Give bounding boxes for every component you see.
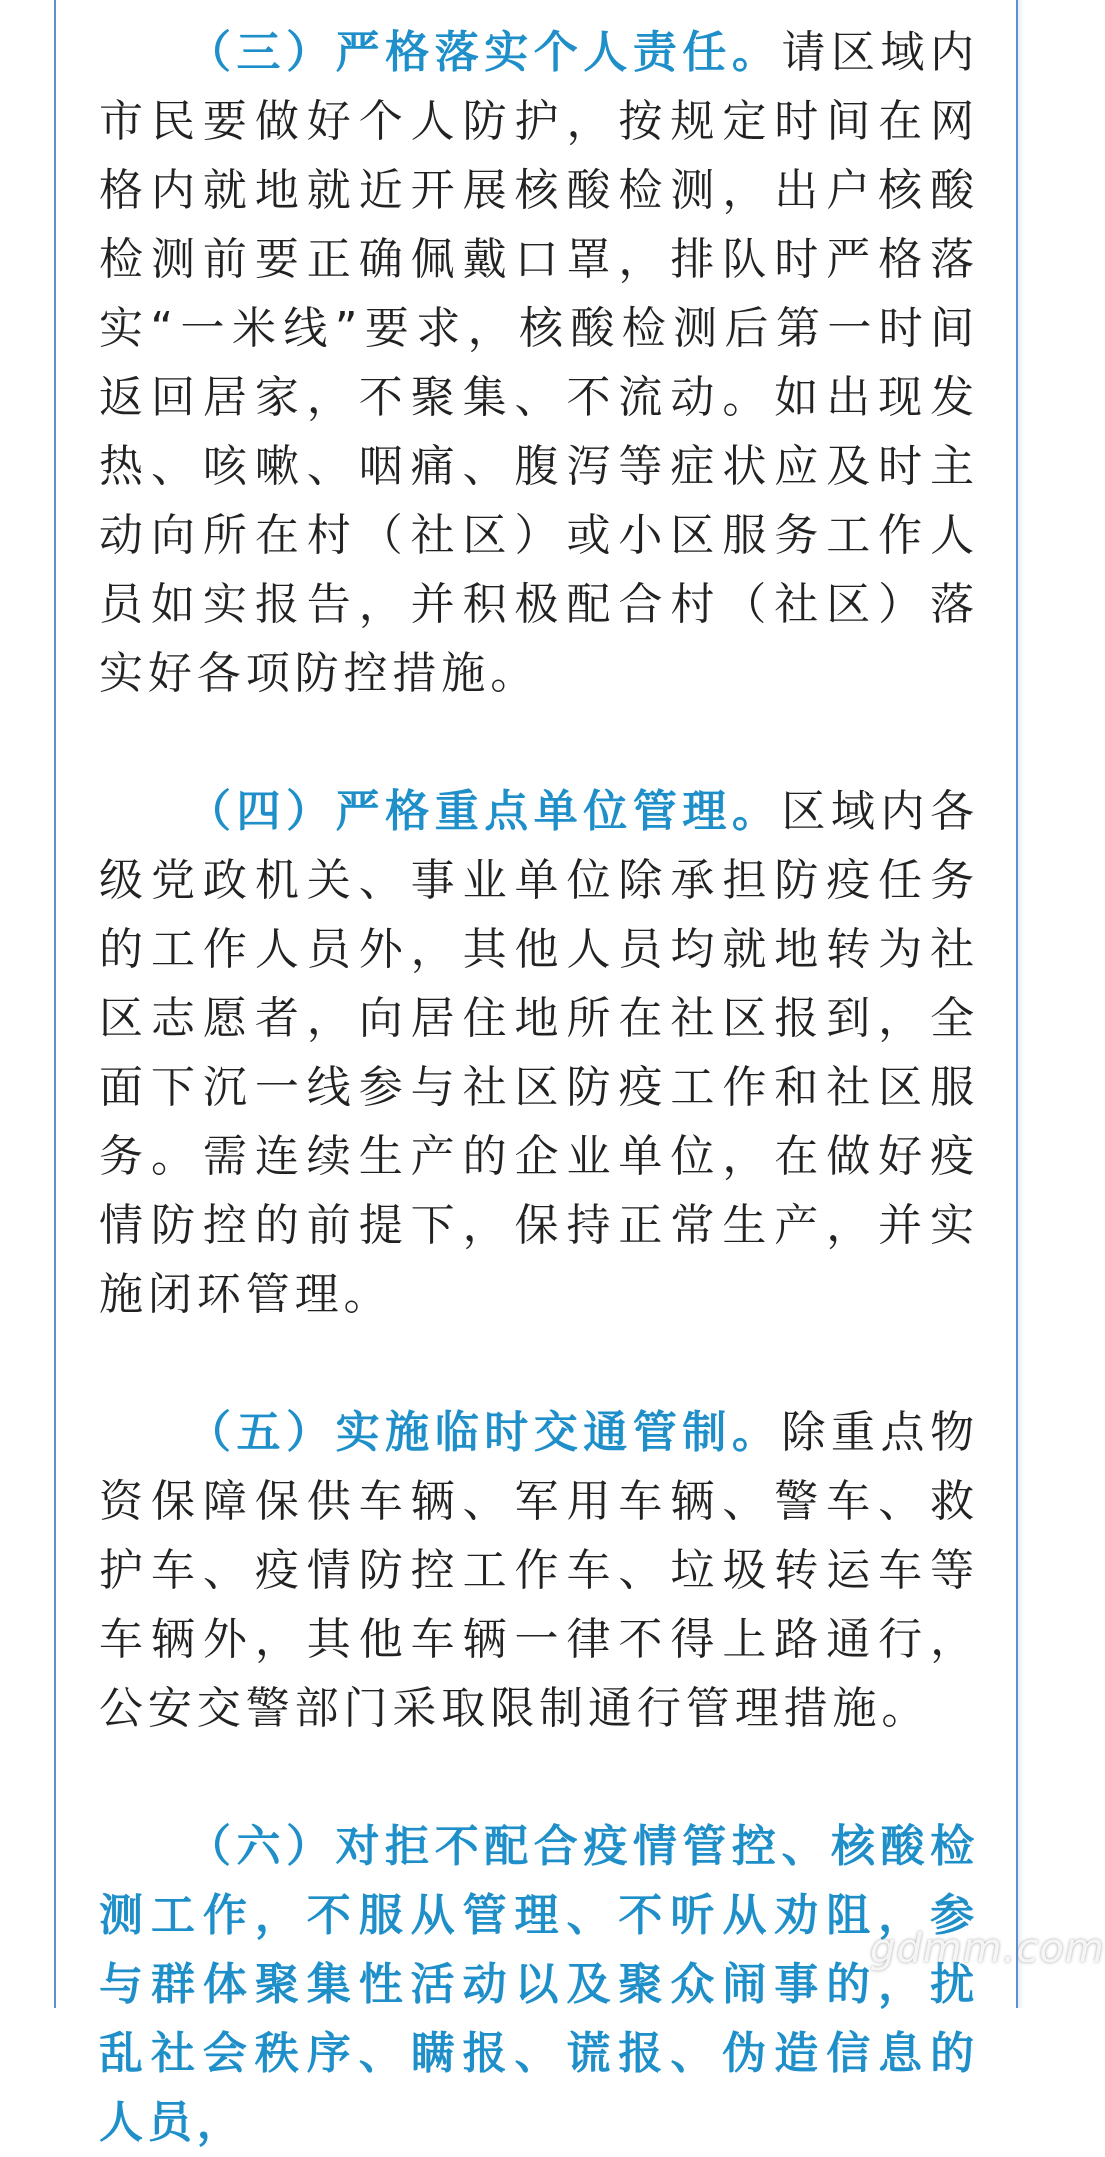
paragraph-3 — [99, 18, 979, 708]
paragraph-3-text: 请区域内市民要做好个人防护，按规定时间在网格内就地就近开展核酸检测，出户核酸检测前要正确佩戴口罩，排队时严格落实“一米线”要求，核酸检测后第一时间返回居家，不聚集、不流动。如出现发热、咳嗽、咽痛、腹泻等症状应及时主动向所在村（社区）或小区服务工作人员如实报告，并积极配合村（社区）落实好各项防控措施。 — [99, 27, 979, 699]
frame-left-border — [54, 0, 56, 2008]
paragraph-4-text: 区域内各级党政机关、事业单位除承担防疫任务的工作人员外，其他人员均就地转为社区志愿者，向居住地所在社区报到，全面下沉一线参与社区防疫工作和社区服务。需连续生产的企业单位，在做好疫情防控的前提下，保持正常生产，并实施闭环管理。 — [99, 786, 979, 1320]
site-watermark: gdmm.com — [870, 1926, 1105, 1972]
paragraph-4 — [99, 777, 979, 1329]
paragraph-5-text: 除重点物资保障保供车辆、军用车辆、警车、救护车、疫情防控工作车、垃圾转运车等车辆外，其他车辆一律不得上路通行，公安交警部门采取限制通行管理措施。 — [99, 1407, 979, 1734]
article-body — [99, 18, 979, 2157]
paragraph-5-heading: （五）实施临时交通管制。 — [187, 1407, 782, 1458]
paragraph-3-heading: （三）严格落实个人责任。 — [187, 27, 782, 78]
frame-shadow — [1018, 0, 1024, 2008]
paragraph-6 — [99, 1812, 979, 2157]
paragraph-5 — [99, 1398, 979, 1743]
paragraph-6-heading: （六）对拒不配合疫情管控、核酸检测工作，不服从管理、不听从劝阻，参与群体聚集性活动以及聚众闹事的，扰乱社会秩序、瞒报、谎报、伪造信息的人员， — [99, 1821, 979, 2148]
paragraph-4-heading: （四）严格重点单位管理。 — [187, 786, 782, 837]
